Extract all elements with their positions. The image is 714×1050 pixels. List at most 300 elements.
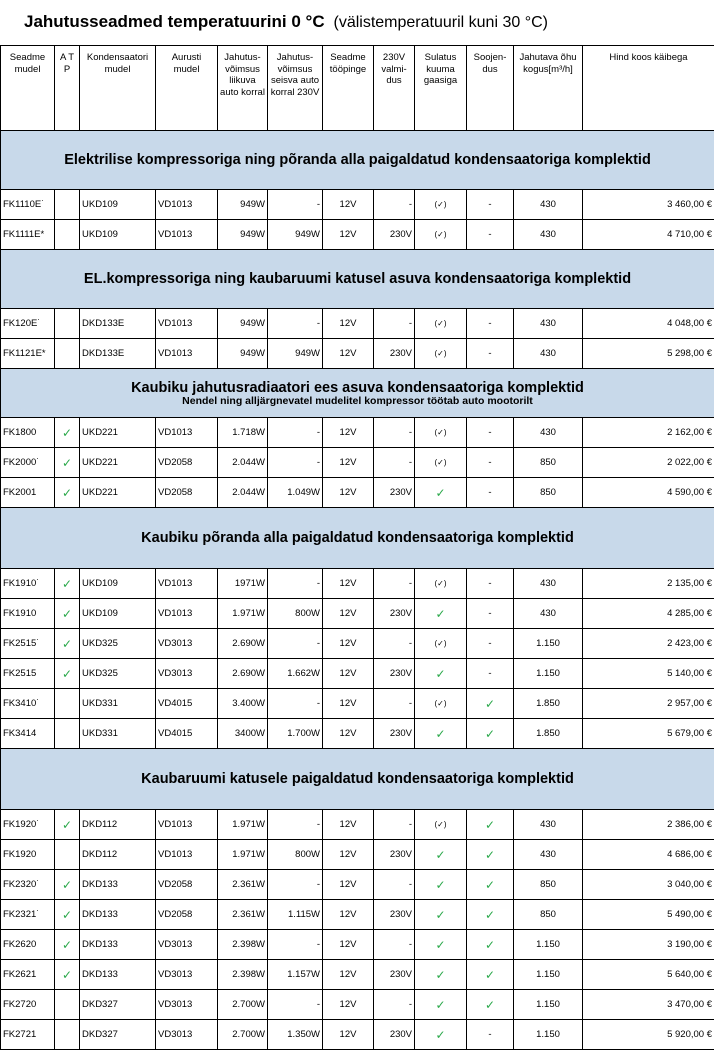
model-cell: FK1110E˙ [1,190,55,220]
voltage-cell: 12V [323,689,374,719]
cooling-parked-cell: 800W [268,840,323,870]
condenser-cell: DKD133E [80,339,156,369]
defrost-cell: ✓ [415,930,467,960]
heating-cell: - [467,629,514,659]
airflow-cell: 1.850 [514,689,583,719]
voltage-cell: 12V [323,339,374,369]
airflow-cell: 1.150 [514,930,583,960]
condenser-cell: UKD325 [80,629,156,659]
cooling-parked-cell: - [268,190,323,220]
model-cell: FK120E˙ [1,309,55,339]
model-cell: FK1121E* [1,339,55,369]
table-row [1,418,714,448]
heating-cell: - [467,220,514,250]
model-cell: FK1910 [1,599,55,629]
defrost-cell: ✓ [415,840,467,870]
atp-cell: ✓ [55,448,80,478]
heating-cell: ✓ [467,719,514,749]
defrost-cell: (✓) [415,569,467,599]
evaporator-cell: VD1013 [156,309,218,339]
defrost-cell: (✓) [415,220,467,250]
atp-cell: ✓ [55,659,80,689]
cooling-moving-cell: 1971W [218,569,268,599]
price-cell: 4 285,00 € [583,599,714,629]
v230-cell: - [374,990,415,1020]
v230-cell: 230V [374,220,415,250]
cooling-parked-cell: 1.350W [268,1020,323,1050]
evaporator-cell: VD2058 [156,478,218,508]
condenser-cell: UKD109 [80,220,156,250]
cooling-moving-cell: 1.718W [218,418,268,448]
table-row [1,599,714,629]
evaporator-cell: VD3013 [156,930,218,960]
column-header: 230V valmi-dus [374,46,415,131]
defrost-cell: ✓ [415,1020,467,1050]
table-row [1,478,714,508]
table-row [1,810,714,840]
atp-cell: ✓ [55,418,80,448]
cooling-parked-cell: 800W [268,599,323,629]
table-row [1,719,714,749]
cooling-moving-cell: 1.971W [218,599,268,629]
table-body [1,131,714,1050]
v230-cell: - [374,870,415,900]
section-title: Elektrilise kompressoriga ning põranda alla paigaldatud kondensaatoriga komplektid [64,152,651,168]
cooling-parked-cell: - [268,930,323,960]
airflow-cell: 1.150 [514,960,583,990]
evaporator-cell: VD3013 [156,659,218,689]
condenser-cell: DKD133E [80,309,156,339]
heating-cell: ✓ [467,900,514,930]
table-row [1,190,714,220]
model-cell: FK2000˙ [1,448,55,478]
table-row [1,900,714,930]
column-header: Kondensaatori mudel [80,46,156,131]
airflow-cell: 430 [514,599,583,629]
price-cell: 5 298,00 € [583,339,714,369]
condenser-cell: UKD331 [80,719,156,749]
section-header [1,369,714,418]
defrost-cell: (✓) [415,448,467,478]
cooling-moving-cell: 2.690W [218,659,268,689]
v230-cell: - [374,448,415,478]
atp-cell [55,689,80,719]
airflow-cell: 850 [514,900,583,930]
price-cell: 5 490,00 € [583,900,714,930]
condenser-cell: DKD133 [80,870,156,900]
evaporator-cell: VD3013 [156,1020,218,1050]
model-cell: FK3410˙ [1,689,55,719]
price-cell: 5 140,00 € [583,659,714,689]
model-cell: FK2515 [1,659,55,689]
airflow-cell: 430 [514,339,583,369]
airflow-cell: 1.150 [514,659,583,689]
section-title-cell [1,250,714,309]
price-cell: 5 640,00 € [583,960,714,990]
voltage-cell: 12V [323,719,374,749]
price-cell: 3 460,00 € [583,190,714,220]
v230-cell: - [374,418,415,448]
atp-cell: ✓ [55,810,80,840]
condenser-cell: UKD331 [80,689,156,719]
atp-cell: ✓ [55,960,80,990]
airflow-cell: 430 [514,418,583,448]
evaporator-cell: VD1013 [156,840,218,870]
evaporator-cell: VD2058 [156,870,218,900]
defrost-cell: (✓) [415,629,467,659]
voltage-cell: 12V [323,599,374,629]
evaporator-cell: VD4015 [156,719,218,749]
cooling-moving-cell: 3.400W [218,689,268,719]
table-row [1,689,714,719]
heating-cell: - [467,599,514,629]
defrost-cell: ✓ [415,719,467,749]
cooling-parked-cell: - [268,569,323,599]
heating-cell: ✓ [467,990,514,1020]
voltage-cell: 12V [323,870,374,900]
cooling-parked-cell: 1.049W [268,478,323,508]
table-row [1,659,714,689]
cooling-parked-cell: - [268,448,323,478]
price-cell: 4 590,00 € [583,478,714,508]
condenser-cell: DKD327 [80,1020,156,1050]
v230-cell: - [374,629,415,659]
airflow-cell: 430 [514,840,583,870]
price-cell: 5 920,00 € [583,1020,714,1050]
cooling-parked-cell: - [268,689,323,719]
cooling-moving-cell: 949W [218,190,268,220]
atp-cell [55,190,80,220]
voltage-cell: 12V [323,840,374,870]
cooling-parked-cell: 949W [268,220,323,250]
section-title-cell [1,508,714,569]
evaporator-cell: VD3013 [156,960,218,990]
voltage-cell: 12V [323,1020,374,1050]
column-header: Seadme tööpinge [323,46,374,131]
cooling-moving-cell: 2.044W [218,448,268,478]
heating-cell: ✓ [467,840,514,870]
defrost-cell: (✓) [415,309,467,339]
atp-cell: ✓ [55,478,80,508]
model-cell: FK2721 [1,1020,55,1050]
evaporator-cell: VD1013 [156,599,218,629]
defrost-cell: ✓ [415,870,467,900]
section-title: Kaubaruumi katusele paigaldatud kondensaatoriga komplektid [141,771,574,787]
table-row [1,448,714,478]
voltage-cell: 12V [323,900,374,930]
airflow-cell: 430 [514,220,583,250]
price-cell: 2 957,00 € [583,689,714,719]
airflow-cell: 430 [514,810,583,840]
condenser-cell: DKD327 [80,990,156,1020]
cooling-parked-cell: 949W [268,339,323,369]
v230-cell: 230V [374,1020,415,1050]
cooling-moving-cell: 1.971W [218,810,268,840]
v230-cell: - [374,569,415,599]
header-row [1,46,714,131]
heating-cell: - [467,190,514,220]
evaporator-cell: VD1013 [156,810,218,840]
v230-cell: 230V [374,960,415,990]
section-title-cell [1,749,714,810]
voltage-cell: 12V [323,659,374,689]
atp-cell: ✓ [55,569,80,599]
condenser-cell: UKD221 [80,478,156,508]
condenser-cell: UKD325 [80,659,156,689]
cooling-moving-cell: 1.971W [218,840,268,870]
condenser-cell: UKD221 [80,418,156,448]
section-title-cell [1,369,714,418]
table-row [1,960,714,990]
cooling-moving-cell: 2.700W [218,990,268,1020]
cooling-parked-cell: 1.115W [268,900,323,930]
v230-cell: - [374,190,415,220]
heating-cell: ✓ [467,689,514,719]
table-row [1,990,714,1020]
table-row [1,309,714,339]
heating-cell: - [467,478,514,508]
defrost-cell: (✓) [415,418,467,448]
price-cell: 4 048,00 € [583,309,714,339]
column-header: Seadme mudel [1,46,55,131]
cooling-parked-cell: 1.700W [268,719,323,749]
atp-cell [55,1020,80,1050]
cooling-moving-cell: 2.398W [218,930,268,960]
voltage-cell: 12V [323,629,374,659]
cooling-parked-cell: - [268,629,323,659]
heating-cell: - [467,569,514,599]
atp-cell [55,719,80,749]
v230-cell: 230V [374,900,415,930]
price-cell: 3 190,00 € [583,930,714,960]
condenser-cell: UKD109 [80,599,156,629]
column-header: Jahutava õhu kogus[m³/h] [514,46,583,131]
heating-cell: - [467,1020,514,1050]
defrost-cell: (✓) [415,689,467,719]
price-cell: 2 423,00 € [583,629,714,659]
cooling-moving-cell: 2.044W [218,478,268,508]
model-cell: FK2720 [1,990,55,1020]
heating-cell: - [467,339,514,369]
condenser-cell: DKD112 [80,840,156,870]
column-header: Jahutus-võimsus liikuva auto korral [218,46,268,131]
evaporator-cell: VD1013 [156,418,218,448]
v230-cell: 230V [374,719,415,749]
title-sub: (välistemperatuuril kuni 30 °C) [334,14,548,31]
defrost-cell: ✓ [415,478,467,508]
v230-cell: 230V [374,339,415,369]
atp-cell: ✓ [55,599,80,629]
cooling-moving-cell: 2.700W [218,1020,268,1050]
airflow-cell: 850 [514,478,583,508]
section-header [1,250,714,309]
airflow-cell: 430 [514,190,583,220]
airflow-cell: 430 [514,569,583,599]
voltage-cell: 12V [323,810,374,840]
voltage-cell: 12V [323,309,374,339]
price-cell: 4 710,00 € [583,220,714,250]
section-header [1,749,714,810]
cooling-parked-cell: - [268,990,323,1020]
model-cell: FK2320˙ [1,870,55,900]
defrost-cell: (✓) [415,190,467,220]
defrost-cell: (✓) [415,339,467,369]
page-title [24,10,548,34]
section-header [1,508,714,569]
price-cell: 3 040,00 € [583,870,714,900]
section-title: Kaubiku jahutusradiaatori ees asuva kondensaatoriga komplektid [131,380,584,396]
price-table [0,45,714,1050]
section-subtitle: Nendel ning alljärgnevatel mudelitel kompressor töötab auto mootorilt [3,396,712,407]
v230-cell: - [374,309,415,339]
heating-cell: - [467,659,514,689]
price-cell: 2 022,00 € [583,448,714,478]
cooling-parked-cell: - [268,418,323,448]
atp-cell [55,309,80,339]
evaporator-cell: VD3013 [156,629,218,659]
condenser-cell: UKD221 [80,448,156,478]
model-cell: FK1920˙ [1,810,55,840]
airflow-cell: 1.150 [514,990,583,1020]
cooling-parked-cell: 1.662W [268,659,323,689]
atp-cell: ✓ [55,930,80,960]
airflow-cell: 1.150 [514,629,583,659]
model-cell: FK2515˙ [1,629,55,659]
column-header: Hind koos käibega [583,46,714,131]
column-header: Sulatus kuuma gaasiga [415,46,467,131]
voltage-cell: 12V [323,478,374,508]
column-header: Aurusti mudel [156,46,218,131]
heating-cell: ✓ [467,930,514,960]
v230-cell: 230V [374,659,415,689]
defrost-cell: ✓ [415,960,467,990]
evaporator-cell: VD1013 [156,190,218,220]
airflow-cell: 1.850 [514,719,583,749]
price-cell: 2 386,00 € [583,810,714,840]
v230-cell: - [374,930,415,960]
atp-cell: ✓ [55,629,80,659]
airflow-cell: 430 [514,309,583,339]
voltage-cell: 12V [323,220,374,250]
model-cell: FK1800 [1,418,55,448]
atp-cell [55,990,80,1020]
cooling-moving-cell: 2.361W [218,900,268,930]
heating-cell: ✓ [467,810,514,840]
defrost-cell: ✓ [415,900,467,930]
evaporator-cell: VD1013 [156,339,218,369]
table-row [1,1020,714,1050]
atp-cell: ✓ [55,900,80,930]
condenser-cell: UKD109 [80,190,156,220]
voltage-cell: 12V [323,930,374,960]
atp-cell [55,339,80,369]
heating-cell: - [467,309,514,339]
voltage-cell: 12V [323,418,374,448]
v230-cell: 230V [374,840,415,870]
model-cell: FK1920 [1,840,55,870]
column-header: A T P [55,46,80,131]
voltage-cell: 12V [323,448,374,478]
atp-cell [55,840,80,870]
condenser-cell: DKD133 [80,930,156,960]
price-cell: 2 162,00 € [583,418,714,448]
section-title-cell [1,131,714,190]
title-main: Jahutusseadmed temperatuurini 0 °C [24,12,325,31]
cooling-moving-cell: 3400W [218,719,268,749]
column-header: Jahutus-võimsus seisva auto korral 230V [268,46,323,131]
model-cell: FK1910˙ [1,569,55,599]
evaporator-cell: VD1013 [156,220,218,250]
model-cell: FK2001 [1,478,55,508]
atp-cell: ✓ [55,870,80,900]
defrost-cell: (✓) [415,810,467,840]
condenser-cell: DKD133 [80,960,156,990]
price-cell: 5 679,00 € [583,719,714,749]
v230-cell: 230V [374,599,415,629]
model-cell: FK2321˙ [1,900,55,930]
cooling-moving-cell: 2.690W [218,629,268,659]
table-row [1,629,714,659]
table-row [1,569,714,599]
model-cell: FK3414 [1,719,55,749]
voltage-cell: 12V [323,960,374,990]
table-row [1,339,714,369]
table-row [1,930,714,960]
price-cell: 2 135,00 € [583,569,714,599]
evaporator-cell: VD3013 [156,990,218,1020]
section-header [1,131,714,190]
table-row [1,840,714,870]
section-title: Kaubiku põranda alla paigaldatud kondensaatoriga komplektid [141,530,574,546]
defrost-cell: ✓ [415,659,467,689]
cooling-moving-cell: 949W [218,339,268,369]
cooling-parked-cell: - [268,810,323,840]
airflow-cell: 850 [514,870,583,900]
v230-cell: - [374,810,415,840]
voltage-cell: 12V [323,190,374,220]
v230-cell: 230V [374,478,415,508]
table-row [1,870,714,900]
heating-cell: ✓ [467,960,514,990]
price-cell: 3 470,00 € [583,990,714,1020]
atp-cell [55,220,80,250]
defrost-cell: ✓ [415,599,467,629]
column-header: Soojen-dus [467,46,514,131]
model-cell: FK2621 [1,960,55,990]
model-cell: FK2620 [1,930,55,960]
voltage-cell: 12V [323,990,374,1020]
evaporator-cell: VD2058 [156,448,218,478]
heating-cell: ✓ [467,870,514,900]
v230-cell: - [374,689,415,719]
defrost-cell: ✓ [415,990,467,1020]
condenser-cell: DKD112 [80,810,156,840]
cooling-moving-cell: 949W [218,220,268,250]
cooling-moving-cell: 2.361W [218,870,268,900]
cooling-parked-cell: - [268,309,323,339]
heating-cell: - [467,418,514,448]
condenser-cell: DKD133 [80,900,156,930]
cooling-parked-cell: - [268,870,323,900]
cooling-moving-cell: 2.398W [218,960,268,990]
price-cell: 4 686,00 € [583,840,714,870]
table-row [1,220,714,250]
voltage-cell: 12V [323,569,374,599]
model-cell: FK1111E* [1,220,55,250]
condenser-cell: UKD109 [80,569,156,599]
cooling-parked-cell: 1.157W [268,960,323,990]
airflow-cell: 850 [514,448,583,478]
